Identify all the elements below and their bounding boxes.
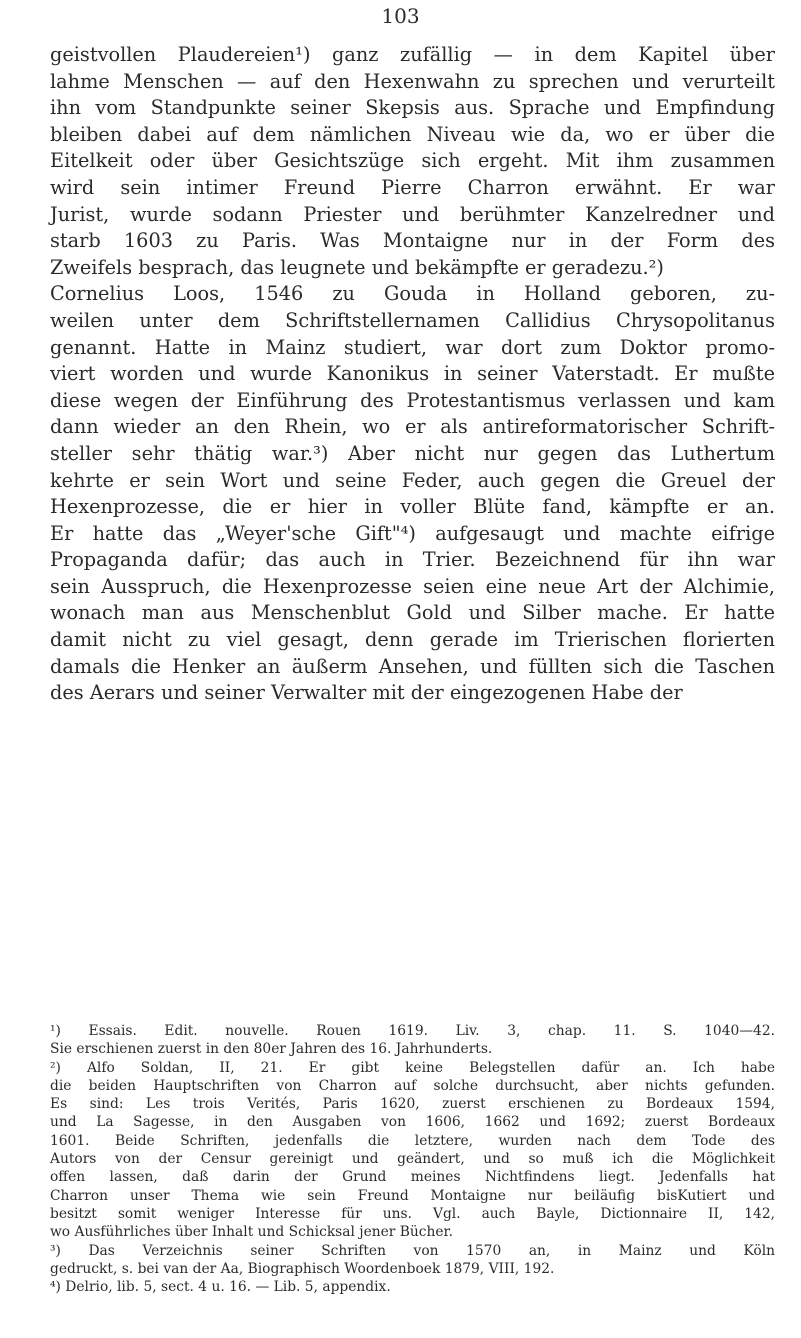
footnote-line: ¹) Essais. Edit. nouvelle. Rouen 1619. Liv. 3, chap. 11. S. 1040—42. bbox=[50, 1023, 775, 1039]
text-line: Zweifels besprach, das leugnete und bekämpfte er geradezu.²) bbox=[50, 255, 664, 279]
text-line: ihn vom Standpunkte seiner Skepsis aus. Sprache und Empfindung bbox=[50, 96, 775, 120]
text-line: steller sehr thätig war.³) Aber nicht nur gegen das Luthertum bbox=[50, 441, 775, 465]
text-line: Eitelkeit oder über Gesichtszüge sich ergeht. Mit ihm zusammen bbox=[50, 149, 775, 173]
text-line: Er hatte das „Weyer'sche Gift"⁴) aufgesaugt und machte eifrige bbox=[50, 521, 775, 545]
text-line: Propaganda dafür; das auch in Trier. Bezeichnend für ihn war bbox=[50, 548, 775, 572]
body-text bbox=[50, 42, 775, 707]
footnote-line: ⁴) Delrio, lib. 5, sect. 4 u. 16. — Lib. 5, appendix. bbox=[50, 1279, 391, 1296]
text-line: genannt. Hatte in Mainz studiert, war dort zum Doktor promo- bbox=[50, 335, 775, 359]
text-line: damit nicht zu viel gesagt, denn gerade im Trierischen florierten bbox=[50, 628, 775, 652]
text-line: lahme Menschen — auf den Hexenwahn zu sprechen und verurteilt bbox=[50, 69, 775, 93]
text-line: Jurist, wurde sodann Priester und berühmter Kanzelredner und bbox=[50, 202, 775, 226]
text-line: des Aerars und seiner Verwalter mit der eingezogenen Habe der bbox=[50, 681, 683, 705]
footnote-line: wo Ausführliches über Inhalt und Schicksal jener Bücher. bbox=[50, 1224, 454, 1241]
text-line: viert worden und wurde Kanonikus in seiner Vaterstadt. Er mußte bbox=[50, 362, 775, 386]
text-line: starb 1603 zu Paris. Was Montaigne nur in der Form des bbox=[50, 229, 775, 253]
text-line: wonach man aus Menschenblut Gold und Silber mache. Er hatte bbox=[50, 601, 775, 625]
text-line: sein Ausspruch, die Hexenprozesse seien eine neue Art der Alchimie, bbox=[50, 574, 775, 598]
footnote-line: ³) Das Verzeichnis seiner Schriften von 1570 an, in Mainz und Köln bbox=[50, 1242, 775, 1259]
text-line: wird sein intimer Freund Pierre Charron erwähnt. Er war bbox=[50, 175, 775, 199]
footnote-line: und La Sagesse, in den Ausgaben von 1606, 1662 und 1692; zuerst Bordeaux bbox=[50, 1114, 775, 1131]
page-number: 103 bbox=[381, 4, 420, 28]
text-line: Cornelius Loos, 1546 zu Gouda in Holland geboren, zu- bbox=[50, 282, 775, 306]
footnote-line: gedruckt, s. bei van der Aa, Biographisch Woordenboek 1879, VIII, 192. bbox=[50, 1260, 555, 1277]
footnote-line: Sie erschienen zuerst in den 80er Jahren des 16. Jahrhunderts. bbox=[50, 1041, 493, 1058]
footnote-line: Autors von der Censur gereinigt und geändert, und so muß ich die Möglichkeit bbox=[50, 1151, 775, 1168]
text-line: Hexenprozesse, die er hier in voller Blüte fand, kämpfte er an. bbox=[50, 495, 775, 519]
text-line: geistvollen Plaudereien¹) ganz zufällig — in dem Kapitel über bbox=[50, 43, 775, 66]
text-line: diese wegen der Einführung des Protestantismus verlassen und kam bbox=[50, 388, 775, 412]
footnote-line: 1601. Beide Schriften, jedenfalls die letztere, wurden nach dem Tode des bbox=[50, 1132, 775, 1149]
footnote-line: offen lassen, daß darin der Grund meines Nichtfindens liegt. Jedenfalls hat bbox=[50, 1169, 775, 1186]
text-line: kehrte er sein Wort und seine Feder, auch gegen die Greuel der bbox=[50, 468, 775, 492]
footnote-line: ²) Alfo Soldan, II, 21. Er gibt keine Belegstellen dafür an. Ich habe bbox=[50, 1059, 775, 1076]
text-line: weilen unter dem Schriftstellernamen Callidius Chrysopolitanus bbox=[50, 308, 775, 332]
footnotes bbox=[50, 1022, 775, 1296]
footnote-line: besitzt somit weniger Interesse für uns. Vgl. auch Bayle, Dictionnaire II, 142, bbox=[50, 1205, 775, 1222]
text-line: dann wieder an den Rhein, wo er als antireformatorischer Schrift- bbox=[50, 415, 775, 439]
text-line: damals die Henker an äußerm Ansehen, und füllten sich die Taschen bbox=[50, 654, 775, 678]
footnote-line: Charron unser Thema wie sein Freund Montaigne nur beiläufig bisKutiert und bbox=[50, 1187, 775, 1204]
footnote-line: die beiden Hauptschriften von Charron auf solche durchsucht, aber nichts gefunden. bbox=[50, 1077, 775, 1094]
footnote-line: Es sind: Les trois Verités, Paris 1620, zuerst erschienen zu Bordeaux 1594, bbox=[50, 1096, 775, 1113]
text-line: bleiben dabei auf dem nämlichen Niveau wie da, wo er über die bbox=[50, 122, 775, 146]
